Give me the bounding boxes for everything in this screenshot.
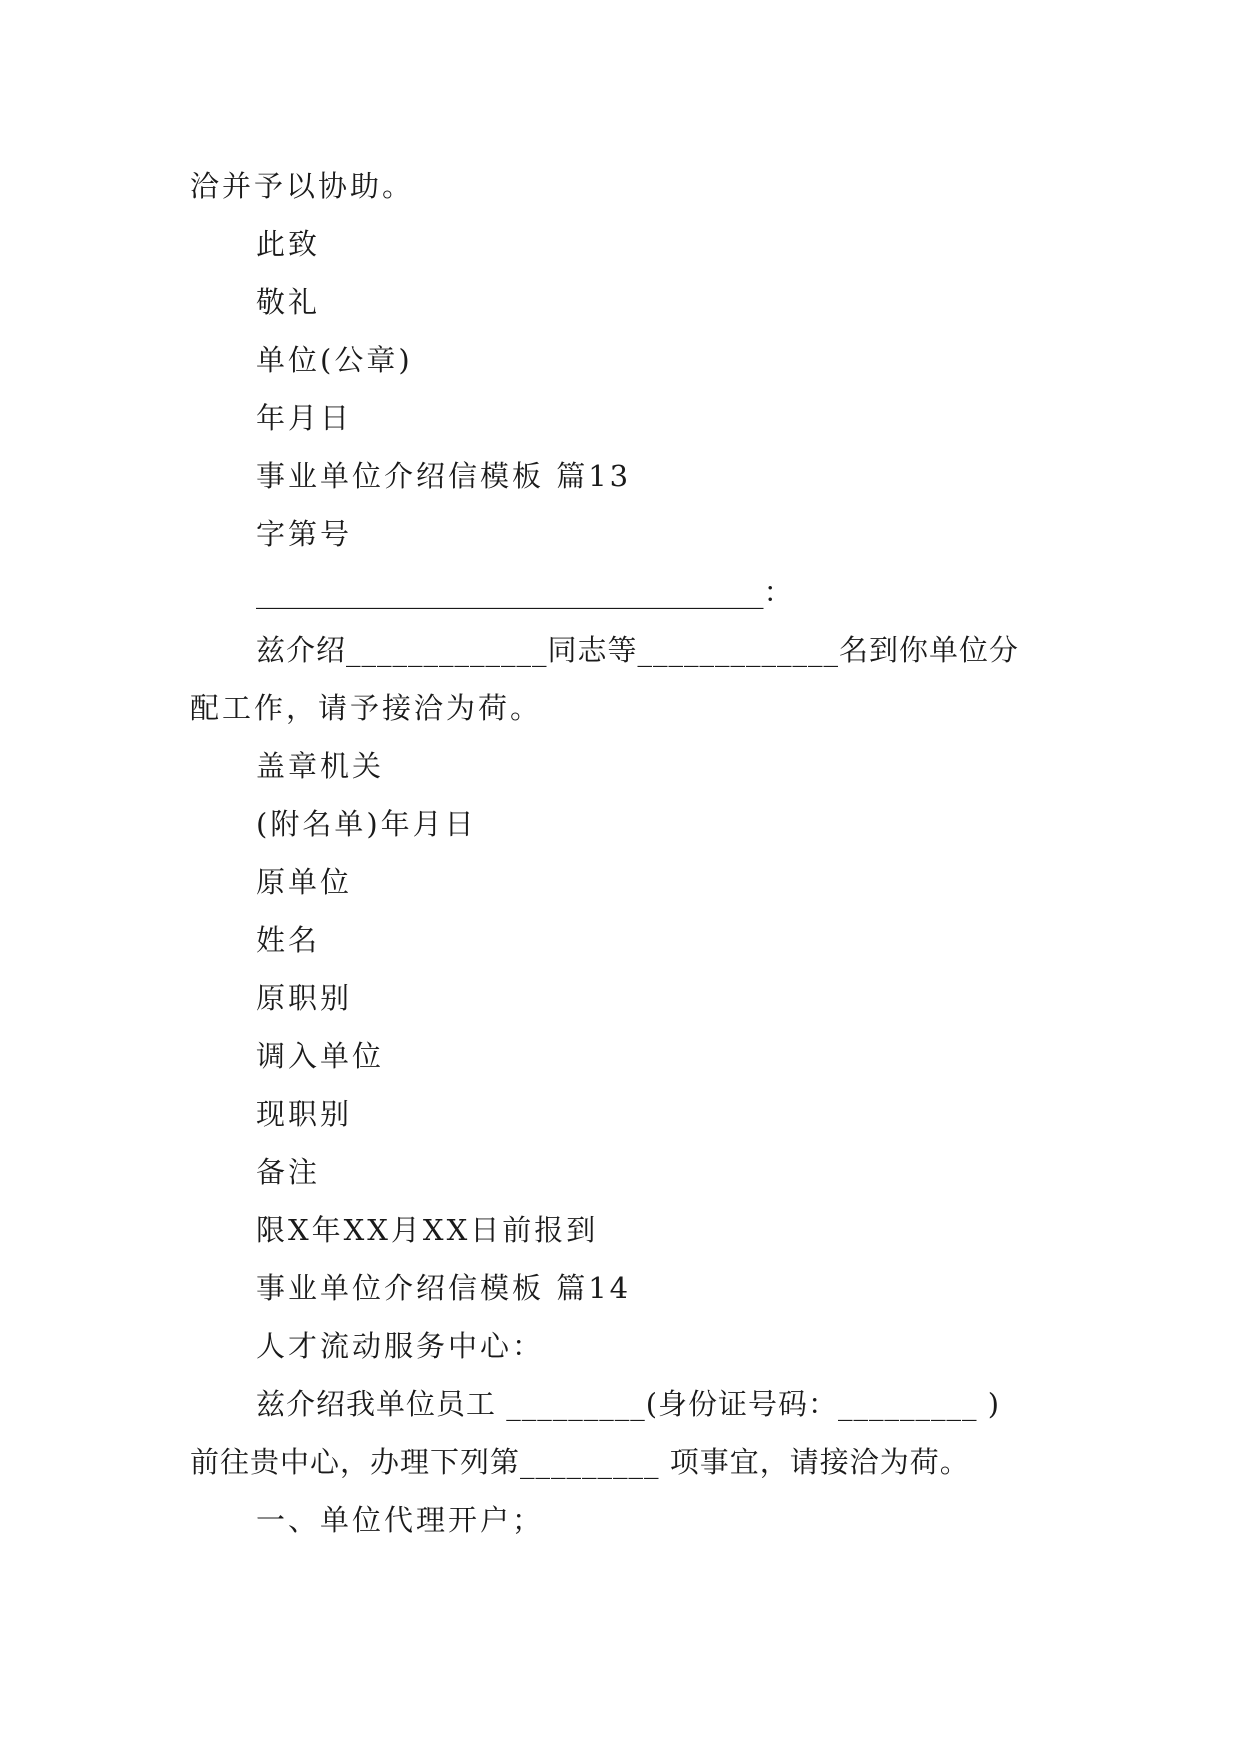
text-line: 调入单位: [256, 1039, 385, 1073]
text-line: 此致: [256, 227, 321, 261]
text-line: 年月日: [256, 401, 353, 435]
text-line: 原职别: [256, 981, 353, 1015]
text-line: 字第号: [256, 517, 353, 551]
text-line: 人才流动服务中心：: [256, 1329, 545, 1363]
text-line: (附名单)年月日: [256, 807, 477, 841]
text-line: 现职别: [256, 1097, 353, 1131]
text-line: 敬礼: [256, 285, 321, 319]
section-heading: 事业单位介绍信模板 篇14: [256, 1271, 632, 1305]
text-line: 一、单位代理开户；: [256, 1503, 545, 1537]
text-line: 姓名: [256, 923, 321, 957]
text-line: 单位(公章): [256, 343, 413, 377]
text-line: 配工作，请予接洽为荷。: [190, 691, 543, 725]
text-line: 备注: [256, 1155, 321, 1189]
text-line: 原单位: [256, 865, 353, 899]
text-line: 盖章机关: [256, 749, 385, 783]
text-line: 兹介绍我单位员工 _________(身份证号码：_________ ): [256, 1387, 1001, 1421]
section-heading: 事业单位介绍信模板 篇13: [256, 459, 632, 493]
text-line: 洽并予以协助。: [190, 169, 415, 203]
text-line: 前往贵中心，办理下列第_________ 项事宜，请接洽为荷。: [190, 1445, 970, 1479]
addressee-blank-line: ___________________________________：: [256, 575, 793, 609]
text-line: 兹介绍_____________同志等_____________名到你单位分: [256, 633, 1020, 667]
text-line: 限X年XX月XX日前报到: [256, 1213, 599, 1247]
